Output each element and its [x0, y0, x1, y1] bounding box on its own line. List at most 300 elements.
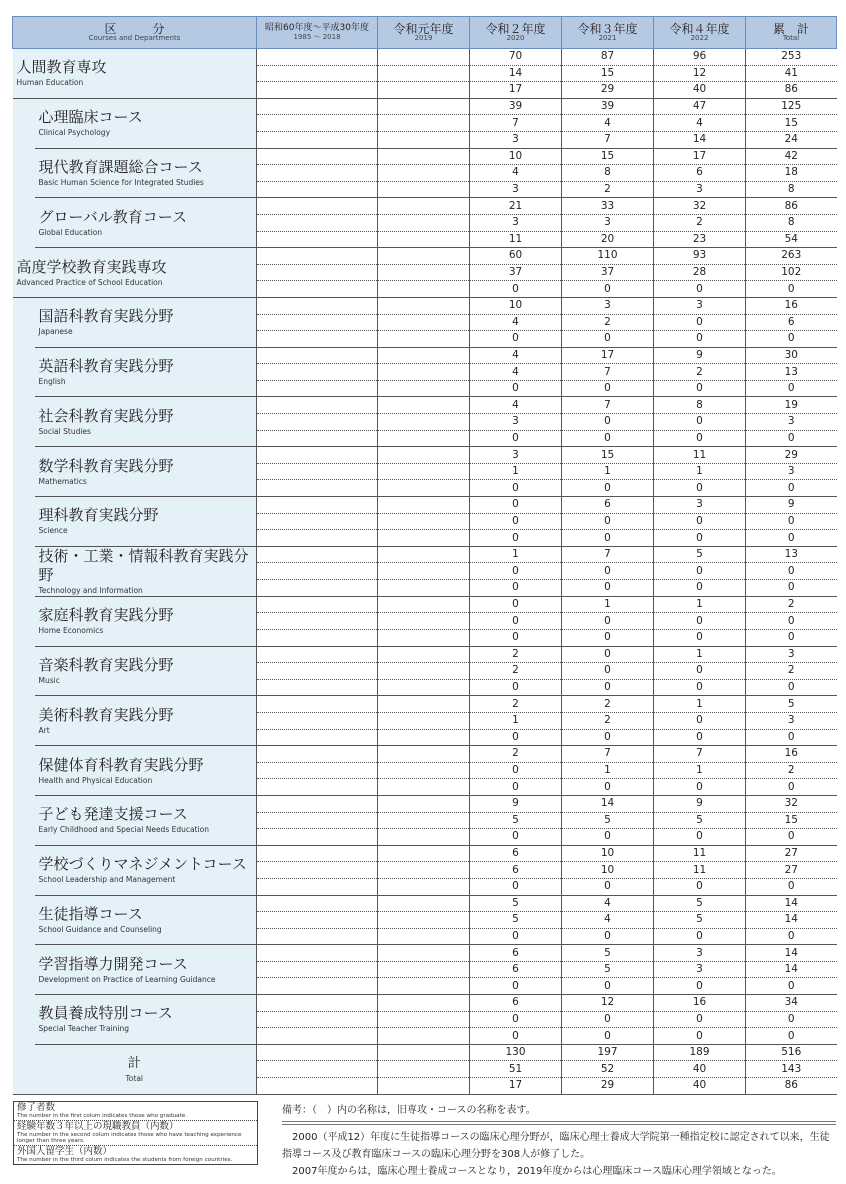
header-col-jp: 令和３年度	[577, 21, 638, 36]
cell-2021: 8	[562, 165, 654, 182]
cell-1985-2018	[257, 878, 378, 895]
cell-2022: 0	[654, 928, 746, 945]
label-en: Advanced Practice of School Education	[16, 277, 163, 287]
cell-2019	[378, 264, 470, 281]
cell-2019	[378, 995, 470, 1012]
cell-1985-2018	[257, 546, 378, 563]
cell-total: 0	[746, 878, 837, 895]
table-row	[13, 1044, 837, 1061]
cell-2020: 0	[470, 1028, 562, 1045]
label-en: Mathematics	[38, 476, 87, 486]
cell-2022: 0	[654, 480, 746, 497]
indent-cell	[13, 347, 35, 397]
cell-total: 16	[746, 746, 837, 763]
header-col-en: 2019	[414, 34, 433, 43]
cell-2019	[378, 198, 470, 215]
cell-2022: 0	[654, 1011, 746, 1028]
cell-2022: 3	[654, 945, 746, 962]
cell-2022: 6	[654, 165, 746, 182]
cell-1985-2018	[257, 331, 378, 348]
legend-item	[14, 1121, 257, 1146]
cell-1985-2018	[257, 1028, 378, 1045]
course-label	[35, 198, 257, 248]
table-row	[13, 895, 837, 912]
cell-2022: 3	[654, 497, 746, 514]
cell-2022: 23	[654, 231, 746, 248]
cell-2019	[378, 281, 470, 298]
cell-total: 0	[746, 281, 837, 298]
cell-1985-2018	[257, 795, 378, 812]
cell-1985-2018	[257, 912, 378, 929]
cell-2022: 0	[654, 580, 746, 597]
cell-2021: 10	[562, 845, 654, 862]
cell-2019	[378, 812, 470, 829]
cell-1985-2018	[257, 613, 378, 630]
indent-cell	[13, 198, 35, 248]
cell-total: 2	[746, 596, 837, 613]
cell-1985-2018	[257, 314, 378, 331]
cell-2020: 1	[470, 546, 562, 563]
cell-1985-2018	[257, 530, 378, 547]
cell-1985-2018	[257, 1061, 378, 1078]
graduates-table	[12, 16, 837, 1095]
label-en: Clinical Psychology	[38, 128, 111, 138]
table-row	[13, 397, 837, 414]
cell-total: 32	[746, 795, 837, 812]
cell-2019	[378, 165, 470, 182]
cell-1985-2018	[257, 812, 378, 829]
course-label	[35, 397, 257, 447]
cell-2020: 0	[470, 281, 562, 298]
cell-2020: 6	[470, 961, 562, 978]
cell-1985-2018	[257, 447, 378, 464]
cell-total: 16	[746, 297, 837, 314]
cell-total: 125	[746, 98, 837, 115]
course-label	[35, 98, 257, 148]
cell-2021: 7	[562, 746, 654, 763]
cell-1985-2018	[257, 630, 378, 647]
cell-2021: 0	[562, 978, 654, 995]
table-row	[13, 497, 837, 514]
cell-2022: 2	[654, 364, 746, 381]
cell-total: 3	[746, 414, 837, 431]
table-row	[13, 845, 837, 862]
cell-2022: 8	[654, 397, 746, 414]
cell-total: 15	[746, 812, 837, 829]
department-label	[13, 248, 257, 298]
cell-total: 0	[746, 829, 837, 846]
cell-total: 253	[746, 49, 837, 66]
cell-2019	[378, 596, 470, 613]
cell-total: 0	[746, 430, 837, 447]
cell-2020: 0	[470, 563, 562, 580]
table-row	[13, 945, 837, 962]
cell-1985-2018	[257, 248, 378, 265]
label-en: Total	[125, 1074, 144, 1084]
label-jp: 教員養成特別コース	[38, 1004, 173, 1023]
cell-total: 143	[746, 1061, 837, 1078]
cell-2019	[378, 663, 470, 680]
cell-2022: 0	[654, 712, 746, 729]
cell-2021: 0	[562, 679, 654, 696]
header-col-2020	[470, 17, 562, 49]
cell-2019	[378, 530, 470, 547]
table-row	[13, 248, 837, 265]
cell-2021: 0	[562, 663, 654, 680]
cell-2022: 11	[654, 862, 746, 879]
table-row	[13, 546, 837, 563]
cell-2022: 0	[654, 281, 746, 298]
cell-1985-2018	[257, 231, 378, 248]
cell-2021: 2	[562, 181, 654, 198]
table-row	[13, 795, 837, 812]
course-label	[35, 148, 257, 198]
cell-total: 18	[746, 165, 837, 182]
cell-2019	[378, 613, 470, 630]
cell-2020: 3	[470, 447, 562, 464]
cell-total: 34	[746, 995, 837, 1012]
cell-2022: 1	[654, 696, 746, 713]
label-jp: 計	[127, 1056, 141, 1072]
cell-2022: 3	[654, 961, 746, 978]
cell-2020: 3	[470, 181, 562, 198]
cell-2020: 39	[470, 98, 562, 115]
cell-2022: 93	[654, 248, 746, 265]
label-en: Special Teacher Training	[38, 1024, 129, 1034]
cell-1985-2018	[257, 281, 378, 298]
cell-1985-2018	[257, 580, 378, 597]
label-jp: 学習指導力開発コース	[38, 954, 188, 973]
indent-cell	[13, 596, 35, 646]
cell-2020: 6	[470, 862, 562, 879]
course-label	[35, 497, 257, 547]
cell-total: 0	[746, 779, 837, 796]
cell-2019	[378, 497, 470, 514]
cell-2019	[378, 895, 470, 912]
cell-2019	[378, 148, 470, 165]
cell-total: 3	[746, 646, 837, 663]
cell-2019	[378, 82, 470, 99]
cell-1985-2018	[257, 430, 378, 447]
label-jp: 技術・工業・情報科教育実践分野	[38, 546, 249, 584]
label-jp: 美術科教育実践分野	[38, 705, 174, 724]
header-col-total	[746, 17, 837, 49]
cell-total: 263	[746, 248, 837, 265]
cell-2022: 14	[654, 131, 746, 148]
cell-2021: 52	[562, 1061, 654, 1078]
indent-cell	[13, 646, 35, 696]
cell-2020: 10	[470, 297, 562, 314]
label-en: School Leadership and Management	[38, 875, 176, 885]
cell-2021: 3	[562, 214, 654, 231]
cell-2019	[378, 862, 470, 879]
indent-cell	[13, 895, 35, 945]
cell-2022: 1	[654, 463, 746, 480]
label-jp: グローバル教育コース	[38, 207, 188, 226]
indent-cell	[13, 746, 35, 796]
cell-total: 2	[746, 762, 837, 779]
cell-2020: 3	[470, 414, 562, 431]
cell-2020: 0	[470, 331, 562, 348]
cell-1985-2018	[257, 297, 378, 314]
cell-2019	[378, 248, 470, 265]
label-en: School Guidance and Counseling	[38, 924, 162, 934]
cell-2022: 0	[654, 530, 746, 547]
cell-2022: 0	[654, 563, 746, 580]
cell-total: 0	[746, 928, 837, 945]
cell-2020: 0	[470, 829, 562, 846]
indent-cell	[13, 297, 35, 347]
cell-2020: 6	[470, 845, 562, 862]
cell-2022: 0	[654, 513, 746, 530]
cell-2019	[378, 65, 470, 82]
cell-2019	[378, 729, 470, 746]
header-col-2022	[654, 17, 746, 49]
table-row	[13, 98, 837, 115]
cell-1985-2018	[257, 945, 378, 962]
label-en: Health and Physical Education	[38, 775, 153, 785]
cell-2021: 20	[562, 231, 654, 248]
cell-2020: 0	[470, 928, 562, 945]
cell-total: 0	[746, 580, 837, 597]
cell-2021: 39	[562, 98, 654, 115]
header-col-1985-2018	[257, 17, 378, 49]
cell-2019	[378, 912, 470, 929]
cell-total: 41	[746, 65, 837, 82]
header-col-2019	[378, 17, 470, 49]
table-row	[13, 198, 837, 215]
cell-total: 30	[746, 347, 837, 364]
cell-2022: 0	[654, 630, 746, 647]
cell-2020: 0	[470, 530, 562, 547]
cell-1985-2018	[257, 995, 378, 1012]
cell-2019	[378, 546, 470, 563]
header-division-jp: 区 分	[104, 21, 165, 36]
cell-2020: 51	[470, 1061, 562, 1078]
cell-2019	[378, 679, 470, 696]
header-division-en: Courses and Departments	[88, 34, 181, 43]
indent-cell	[13, 795, 35, 845]
header-col-en: 2022	[690, 34, 709, 43]
cell-2021: 2	[562, 712, 654, 729]
cell-2020: 17	[470, 82, 562, 99]
cell-2021: 2	[562, 696, 654, 713]
cell-1985-2018	[257, 895, 378, 912]
cell-total: 29	[746, 447, 837, 464]
cell-2021: 4	[562, 912, 654, 929]
cell-total: 0	[746, 613, 837, 630]
cell-2020: 2	[470, 746, 562, 763]
cell-2020: 10	[470, 148, 562, 165]
cell-2022: 17	[654, 148, 746, 165]
cell-2021: 0	[562, 480, 654, 497]
cell-1985-2018	[257, 82, 378, 99]
cell-2019	[378, 878, 470, 895]
cell-1985-2018	[257, 198, 378, 215]
cell-1985-2018	[257, 829, 378, 846]
cell-total: 0	[746, 480, 837, 497]
cell-1985-2018	[257, 712, 378, 729]
cell-1985-2018	[257, 1011, 378, 1028]
cell-2019	[378, 1028, 470, 1045]
label-jp: 国語科教育実践分野	[38, 307, 174, 326]
divider	[282, 1124, 836, 1125]
cell-1985-2018	[257, 214, 378, 231]
table-row	[13, 596, 837, 613]
cell-2019	[378, 115, 470, 132]
legend-en: The number in the first colum indicates those who graduate.	[17, 1113, 188, 1119]
cell-2021: 15	[562, 447, 654, 464]
cell-2021: 0	[562, 580, 654, 597]
cell-2021: 7	[562, 364, 654, 381]
cell-2021: 3	[562, 297, 654, 314]
cell-1985-2018	[257, 762, 378, 779]
cell-1985-2018	[257, 696, 378, 713]
cell-total: 54	[746, 231, 837, 248]
header-division	[13, 17, 257, 49]
cell-total: 24	[746, 131, 837, 148]
cell-total: 42	[746, 148, 837, 165]
header-col-2021	[562, 17, 654, 49]
indent-cell	[13, 447, 35, 497]
cell-2021: 0	[562, 630, 654, 647]
cell-2022: 4	[654, 115, 746, 132]
cell-2019	[378, 414, 470, 431]
indent-cell	[13, 995, 35, 1045]
cell-2021: 1	[562, 463, 654, 480]
cell-1985-2018	[257, 1078, 378, 1095]
cell-2022: 3	[654, 181, 746, 198]
cell-2019	[378, 49, 470, 66]
course-label	[35, 746, 257, 796]
cell-2021: 15	[562, 65, 654, 82]
cell-2022: 12	[654, 65, 746, 82]
cell-total: 86	[746, 1078, 837, 1095]
cell-2022: 0	[654, 829, 746, 846]
cell-1985-2018	[257, 347, 378, 364]
cell-2021: 5	[562, 812, 654, 829]
table-row	[13, 49, 837, 66]
cell-2021: 1	[562, 596, 654, 613]
course-label	[35, 546, 257, 596]
cell-2020: 1	[470, 463, 562, 480]
cell-1985-2018	[257, 131, 378, 148]
cell-1985-2018	[257, 148, 378, 165]
cell-2020: 21	[470, 198, 562, 215]
cell-2019	[378, 845, 470, 862]
cell-2019	[378, 1061, 470, 1078]
indent-cell	[13, 546, 35, 596]
cell-2019	[378, 580, 470, 597]
header-col-en: 1985 〜 2018	[293, 32, 341, 41]
label-jp: 英語科教育実践分野	[38, 357, 174, 376]
cell-2019	[378, 978, 470, 995]
cell-2021: 0	[562, 829, 654, 846]
indent-cell	[13, 696, 35, 746]
indent-cell	[13, 148, 35, 198]
cell-2022: 0	[654, 978, 746, 995]
cell-2022: 0	[654, 679, 746, 696]
cell-2020: 4	[470, 347, 562, 364]
cell-2020: 11	[470, 231, 562, 248]
cell-2022: 0	[654, 430, 746, 447]
cell-2019	[378, 513, 470, 530]
cell-2020: 14	[470, 65, 562, 82]
legend-jp: 経験年数３年以上の現職教員（内数）	[17, 1121, 179, 1132]
cell-2019	[378, 762, 470, 779]
table-row	[13, 447, 837, 464]
cell-2021: 1	[562, 762, 654, 779]
label-en: Social Studies	[38, 426, 91, 436]
cell-1985-2018	[257, 513, 378, 530]
indent-cell	[13, 945, 35, 995]
cell-1985-2018	[257, 961, 378, 978]
cell-2022: 2	[654, 214, 746, 231]
cell-2019	[378, 131, 470, 148]
cell-2021: 5	[562, 961, 654, 978]
cell-2021: 37	[562, 264, 654, 281]
cell-2020: 0	[470, 679, 562, 696]
table-row	[13, 746, 837, 763]
cell-2020: 5	[470, 912, 562, 929]
cell-2020: 37	[470, 264, 562, 281]
cell-2022: 5	[654, 812, 746, 829]
cell-1985-2018	[257, 1044, 378, 1061]
cell-2020: 0	[470, 762, 562, 779]
course-label	[35, 795, 257, 845]
cell-2020: 130	[470, 1044, 562, 1061]
label-jp: 家庭科教育実践分野	[38, 606, 174, 625]
cell-total: 0	[746, 1011, 837, 1028]
cell-total: 5	[746, 696, 837, 713]
cell-2019	[378, 696, 470, 713]
table-row	[13, 646, 837, 663]
cell-2021: 17	[562, 347, 654, 364]
cell-2021: 0	[562, 430, 654, 447]
cell-2020: 70	[470, 49, 562, 66]
cell-2021: 0	[562, 1011, 654, 1028]
cell-2019	[378, 214, 470, 231]
cell-2020: 4	[470, 397, 562, 414]
cell-2019	[378, 463, 470, 480]
cell-total: 14	[746, 895, 837, 912]
cell-2020: 0	[470, 480, 562, 497]
cell-2022: 0	[654, 314, 746, 331]
cell-2019	[378, 746, 470, 763]
indent-cell	[13, 845, 35, 895]
cell-2022: 1	[654, 762, 746, 779]
legend-jp: 外国人留学生（内数）	[17, 1146, 113, 1157]
cell-2019	[378, 563, 470, 580]
cell-2020: 5	[470, 895, 562, 912]
cell-1985-2018	[257, 679, 378, 696]
cell-2021: 15	[562, 148, 654, 165]
label-jp: 高度学校教育実践専攻	[16, 257, 167, 276]
cell-total: 0	[746, 513, 837, 530]
cell-total: 3	[746, 463, 837, 480]
label-jp: 音楽科教育実践分野	[38, 655, 174, 674]
cell-2019	[378, 331, 470, 348]
label-jp: 社会科教育実践分野	[38, 406, 174, 425]
label-jp: 学校づくりマネジメントコース	[38, 855, 247, 874]
header-col-jp: 令和２年度	[485, 21, 546, 36]
cell-2022: 3	[654, 297, 746, 314]
cell-2019	[378, 397, 470, 414]
indent-cell	[13, 397, 35, 447]
cell-2021: 0	[562, 380, 654, 397]
label-jp: 数学科教育実践分野	[38, 456, 174, 475]
cell-1985-2018	[257, 98, 378, 115]
